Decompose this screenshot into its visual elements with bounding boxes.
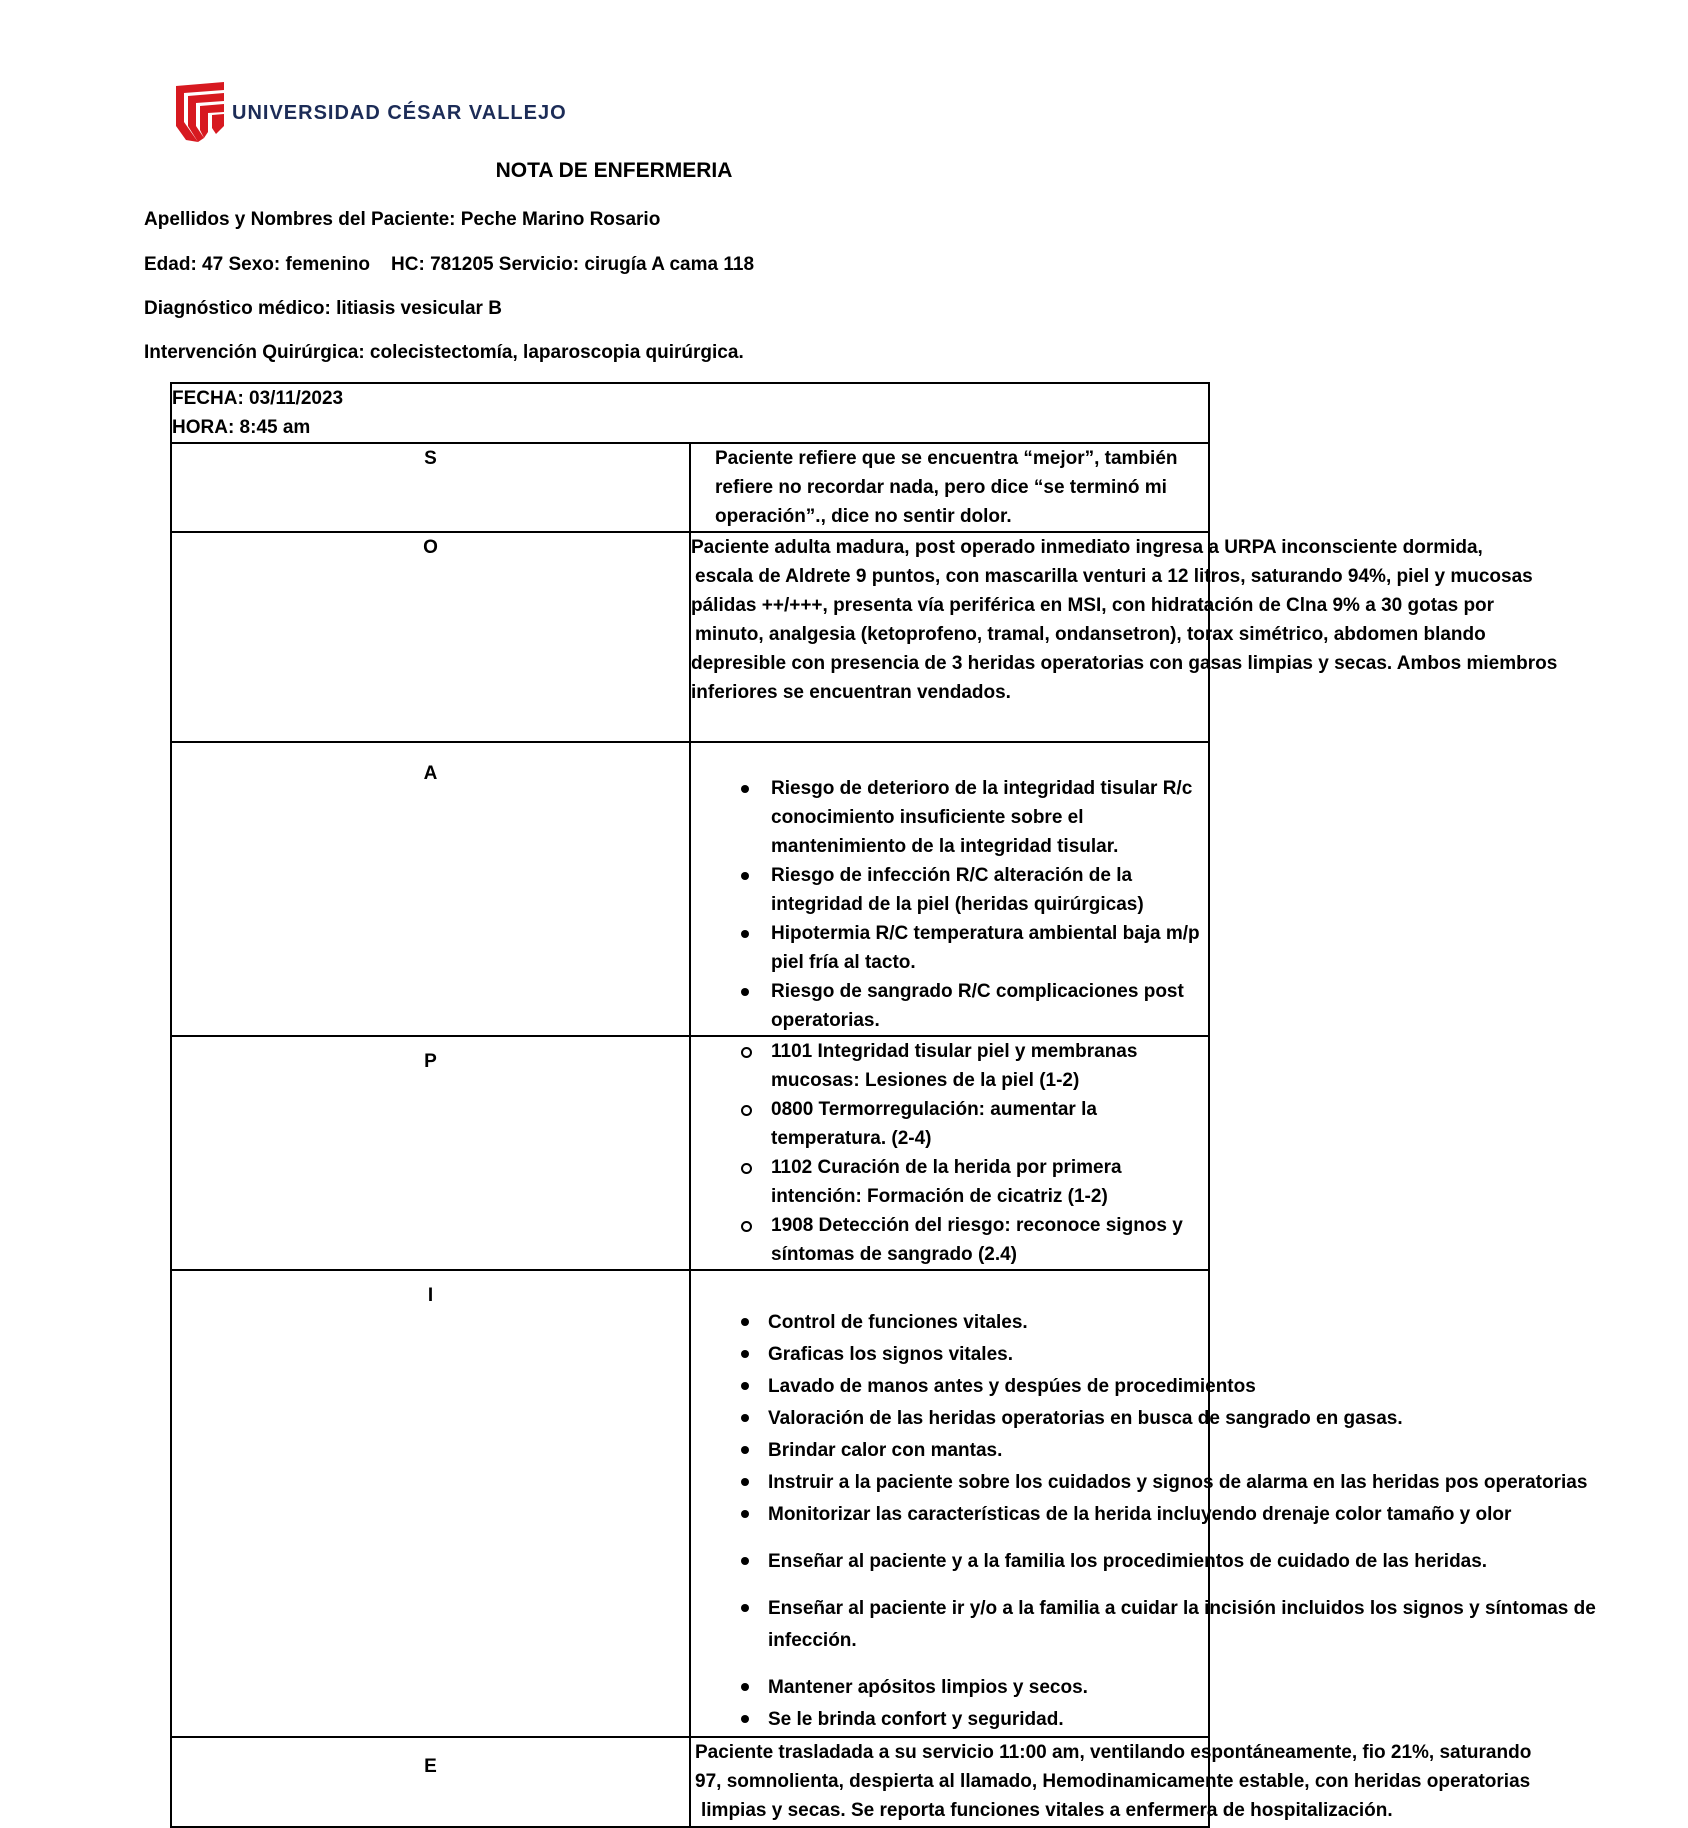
list-item: Riesgo de sangrado R/C complicaciones post operatorias. — [771, 977, 1208, 1035]
ucv-shield-icon — [176, 82, 226, 144]
university-name: UNIVERSIDAD CÉSAR VALLEJO — [232, 102, 567, 124]
soapie-table — [170, 382, 1596, 1828]
assessment-list — [691, 774, 1208, 1035]
list-item: Brindar calor con mantas. — [768, 1435, 1208, 1467]
list-item: Riesgo de infección R/C alteración de la integridad de la piel (heridas quirúrgicas) — [771, 861, 1208, 919]
row-a — [171, 742, 1209, 1036]
objective-line: escala de Aldrete 9 puntos, con mascarilla venturi a 12 litros, saturando 94%, piel y mucosas — [695, 566, 1533, 587]
list-item: Enseñar al paciente ir y/o a la familia a cuidar la incisión incluidos los signos y síntomas de infección. — [768, 1593, 1688, 1657]
list-item: 1101 Integridad tisular piel y membranas mucosas: Lesiones de la piel (1-2) — [771, 1037, 1208, 1095]
university-logo — [176, 82, 567, 144]
subjective-cell — [690, 443, 1209, 532]
list-item: Control de funciones vitales. — [768, 1307, 1208, 1339]
document-title: NOTA DE ENFERMERIA — [495, 159, 733, 182]
list-item: Monitorizar las características de la herida incluyendo drenaje color tamaño y olor — [768, 1499, 1208, 1531]
list-item: Riesgo de deterioro de la integridad tisular R/c conocimiento insuficiente sobre el mantenimiento de la integridad tisular. — [771, 774, 1208, 861]
list-item: Se le brinda confort y seguridad. — [768, 1704, 1208, 1736]
list-item: Instruir a la paciente sobre los cuidados y signos de alarma en las heridas pos operatorias — [768, 1467, 1208, 1499]
hora-label: HORA: 8:45 am — [172, 417, 311, 438]
objective-cell — [690, 532, 1558, 742]
list-item: Hipotermia R/C temperatura ambiental baja m/p piel fría al tacto. — [771, 919, 1208, 977]
fecha-label: FECHA: 03/11/2023 — [172, 388, 344, 409]
subjective-text: Paciente refiere que se encuentra “mejor”, también refiere no recordar nada, pero dice “se terminó mi operación”., dice no sentir dolor. — [715, 448, 1178, 527]
letter-s: S — [171, 443, 690, 532]
evaluation-line: 97, somnolienta, despierta al llamado, Hemodinamicamente estable, con heridas operatorias — [695, 1771, 1531, 1792]
list-item: 1102 Curación de la herida por primera intención: Formación de cicatriz (1-2) — [771, 1153, 1208, 1211]
list-item: Enseñar al paciente y a la familia los procedimientos de cuidado de las heridas. — [768, 1546, 1208, 1578]
row-o — [171, 532, 1209, 742]
date-row — [171, 383, 1209, 443]
row-i — [171, 1270, 1209, 1737]
list-item: Valoración de las heridas operatorias en busca de sangrado en gasas. — [768, 1403, 1208, 1435]
list-item: 0800 Termorregulación: aumentar la temperatura. (2-4) — [771, 1095, 1208, 1153]
objective-line: minuto, analgesia (ketoprofeno, tramal, ondansetron), torax simétrico, abdomen blando — [695, 624, 1486, 645]
letter-o: O — [171, 532, 690, 742]
evaluation-line: Paciente trasladada a su servicio 11:00 am, ventilando espontáneamente, fio 21%, saturando — [695, 1742, 1532, 1763]
row-e — [171, 1737, 1209, 1827]
objective-line: inferiores se encuentran vendados. — [691, 682, 1011, 703]
diagnosis-line: Diagnóstico médico: litiasis vesicular B — [144, 298, 502, 319]
patient-info-line: Edad: 47 Sexo: femenino HC: 781205 Servicio: cirugía A cama 118 — [144, 254, 755, 275]
letter-a: A — [171, 742, 690, 1036]
row-p — [171, 1036, 1209, 1270]
objective-line: Paciente adulta madura, post operado inmediato ingresa a URPA inconsciente dormida, — [691, 537, 1483, 558]
list-item: 1908 Detección del riesgo: reconoce signos y síntomas de sangrado (2.4) — [771, 1211, 1208, 1269]
list-item: Graficas los signos vitales. — [768, 1339, 1208, 1371]
intervention-list — [717, 1307, 1596, 1736]
planning-list — [691, 1037, 1208, 1269]
letter-e: E — [171, 1737, 690, 1827]
list-item: Lavado de manos antes y despúes de procedimientos — [768, 1371, 1208, 1403]
evaluation-line: limpias y secas. Se reporta funciones vitales a enfermera de hospitalización. — [701, 1800, 1393, 1821]
intervention-cell — [690, 1270, 1596, 1737]
evaluation-cell — [690, 1737, 1532, 1827]
row-s — [171, 443, 1209, 532]
assessment-cell — [690, 742, 1209, 1036]
letter-i: I — [171, 1270, 690, 1737]
list-item: Mantener apósitos limpios y secos. — [768, 1672, 1208, 1704]
letter-p: P — [171, 1036, 690, 1270]
surgery-line: Intervención Quirúrgica: colecistectomía, laparoscopia quirúrgica. — [144, 342, 744, 363]
objective-line: depresible con presencia de 3 heridas operatorias con gasas limpias y secas. Ambos miembros — [691, 653, 1558, 674]
date-cell — [171, 383, 1209, 443]
planning-cell — [690, 1036, 1209, 1270]
objective-line: pálidas ++/+++, presenta vía periférica en MSI, con hidratación de Clna 9% a 30 gotas por — [691, 595, 1495, 616]
patient-name-line: Apellidos y Nombres del Paciente: Peche Marino Rosario — [144, 209, 661, 230]
